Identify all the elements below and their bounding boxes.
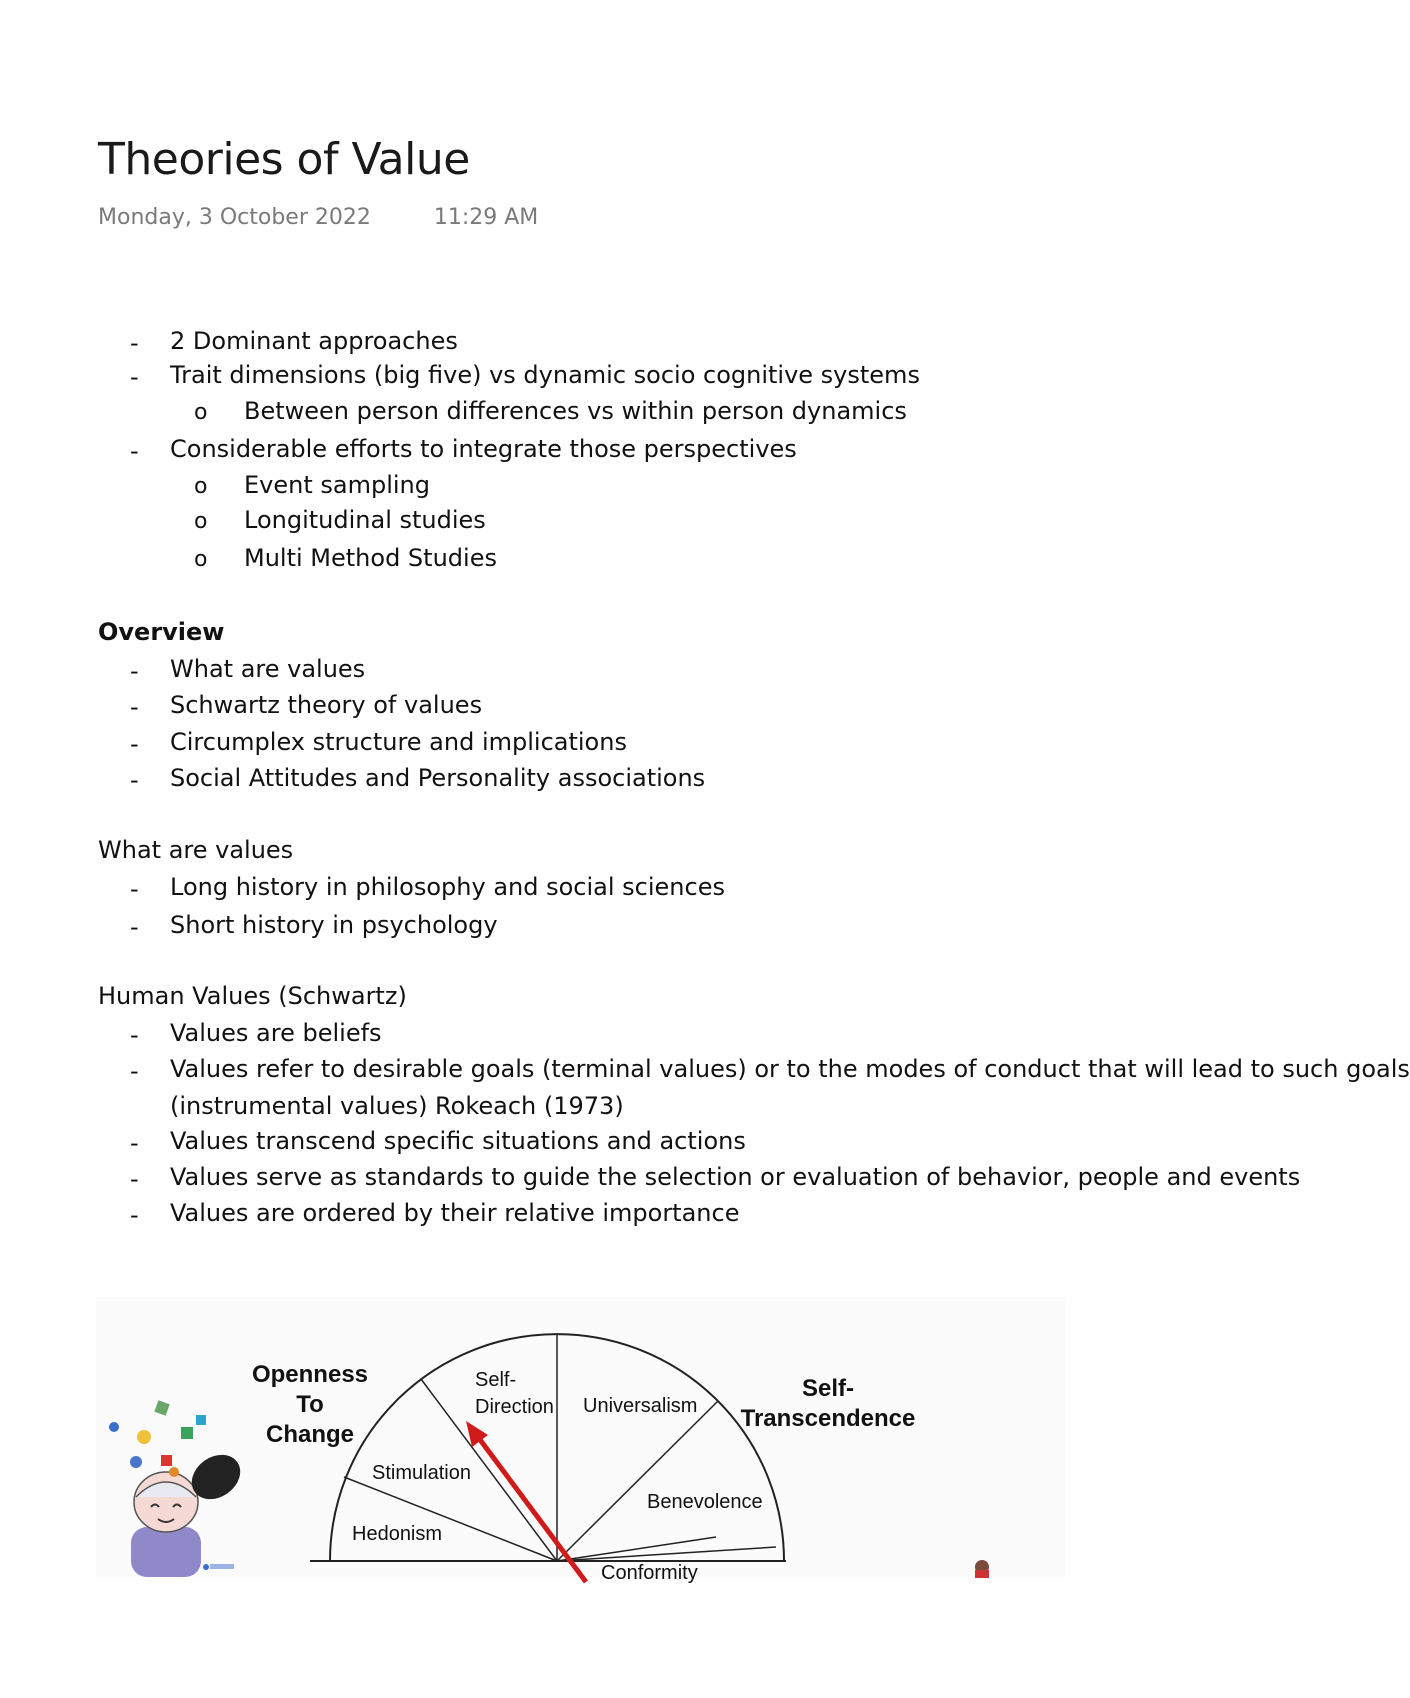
list-item: Values are ordered by their relative importance: [170, 1199, 740, 1227]
wheel-spoke: [557, 1547, 776, 1561]
dash-bullet: -: [130, 363, 139, 391]
list-item: Schwartz theory of values: [170, 691, 483, 719]
dash-bullet: -: [130, 1021, 139, 1049]
list-item: Values serve as standards to guide the selection or evaluation of behavior, people and events: [170, 1163, 1301, 1191]
label-benevolence: Benevolence: [647, 1491, 763, 1513]
wheel-spoke: [557, 1537, 716, 1561]
section-heading-overview: Overview: [98, 618, 225, 646]
list-item: Social Attitudes and Personality associations: [170, 764, 706, 792]
list-item: Trait dimensions (big five) vs dynamic socio cognitive systems: [170, 361, 920, 389]
list-item: Multi Method Studies: [244, 544, 497, 572]
circle-bullet: o: [194, 400, 208, 425]
circle-bullet: o: [194, 547, 208, 572]
label-stimulation: Stimulation: [372, 1462, 471, 1484]
label-universalism: Universalism: [583, 1395, 698, 1417]
list-item: Event sampling: [244, 471, 430, 499]
dash-bullet: -: [130, 657, 139, 685]
list-item: Values refer to desirable goals (terminal values) or to the modes of conduct that will lead to such goals: [170, 1055, 1410, 1083]
label-self-direction-2: Direction: [475, 1396, 554, 1418]
list-item: What are values: [170, 655, 366, 683]
dash-bullet: -: [130, 693, 139, 721]
red-arrow-icon: [466, 1421, 586, 1582]
schwartz-values-figure: [96, 1297, 1066, 1584]
avatar-icon: [975, 1560, 989, 1578]
dash-bullet: -: [130, 875, 139, 903]
list-item: Between person differences vs within person dynamics: [244, 397, 907, 425]
label-change: Change: [265, 1421, 355, 1448]
list-item: Values transcend specific situations and actions: [170, 1127, 746, 1155]
label-self-direction-1: Self-: [475, 1369, 517, 1391]
cartoon-head-illustration: [109, 1400, 249, 1577]
page-title: Theories of Value: [98, 134, 470, 185]
dash-bullet: -: [130, 913, 139, 941]
circle-bullet: o: [194, 509, 208, 534]
label-self: Self-: [801, 1375, 855, 1402]
section-heading-human-values: Human Values (Schwartz): [98, 982, 407, 1010]
circle-bullet: o: [194, 474, 208, 499]
list-item: Circumplex structure and implications: [170, 728, 627, 756]
list-item: Short history in psychology: [170, 911, 498, 939]
dash-bullet: -: [130, 1129, 139, 1157]
section-heading-what-are-values: What are values: [98, 836, 294, 864]
label-hedonism: Hedonism: [352, 1523, 443, 1545]
list-item: Values are beliefs: [170, 1019, 382, 1047]
list-item: Longitudinal studies: [244, 506, 486, 534]
page-date: Monday, 3 October 2022: [98, 205, 371, 230]
label-transcendence: Transcendence: [740, 1405, 916, 1432]
dash-bullet: -: [130, 730, 139, 758]
dash-bullet: -: [130, 329, 139, 357]
list-item: Considerable efforts to integrate those perspectives: [170, 435, 797, 463]
values-wheel-diagram: [96, 1297, 1066, 1584]
dash-bullet: -: [130, 1165, 139, 1193]
wheel-spoke: [557, 1401, 718, 1561]
label-to: To: [296, 1391, 324, 1418]
list-item-continuation: (instrumental values) Rokeach (1973): [170, 1092, 624, 1120]
list-item: 2 Dominant approaches: [170, 327, 458, 355]
list-item: Long history in philosophy and social sciences: [170, 873, 725, 901]
dash-bullet: -: [130, 766, 139, 794]
label-openness: Openness: [251, 1361, 369, 1388]
dash-bullet: -: [130, 1201, 139, 1229]
page-meta: [98, 205, 538, 230]
page-time: 11:29 AM: [433, 205, 539, 230]
dash-bullet: -: [130, 437, 139, 465]
label-conformity: Conformity: [601, 1562, 698, 1584]
dash-bullet: -: [130, 1057, 139, 1085]
